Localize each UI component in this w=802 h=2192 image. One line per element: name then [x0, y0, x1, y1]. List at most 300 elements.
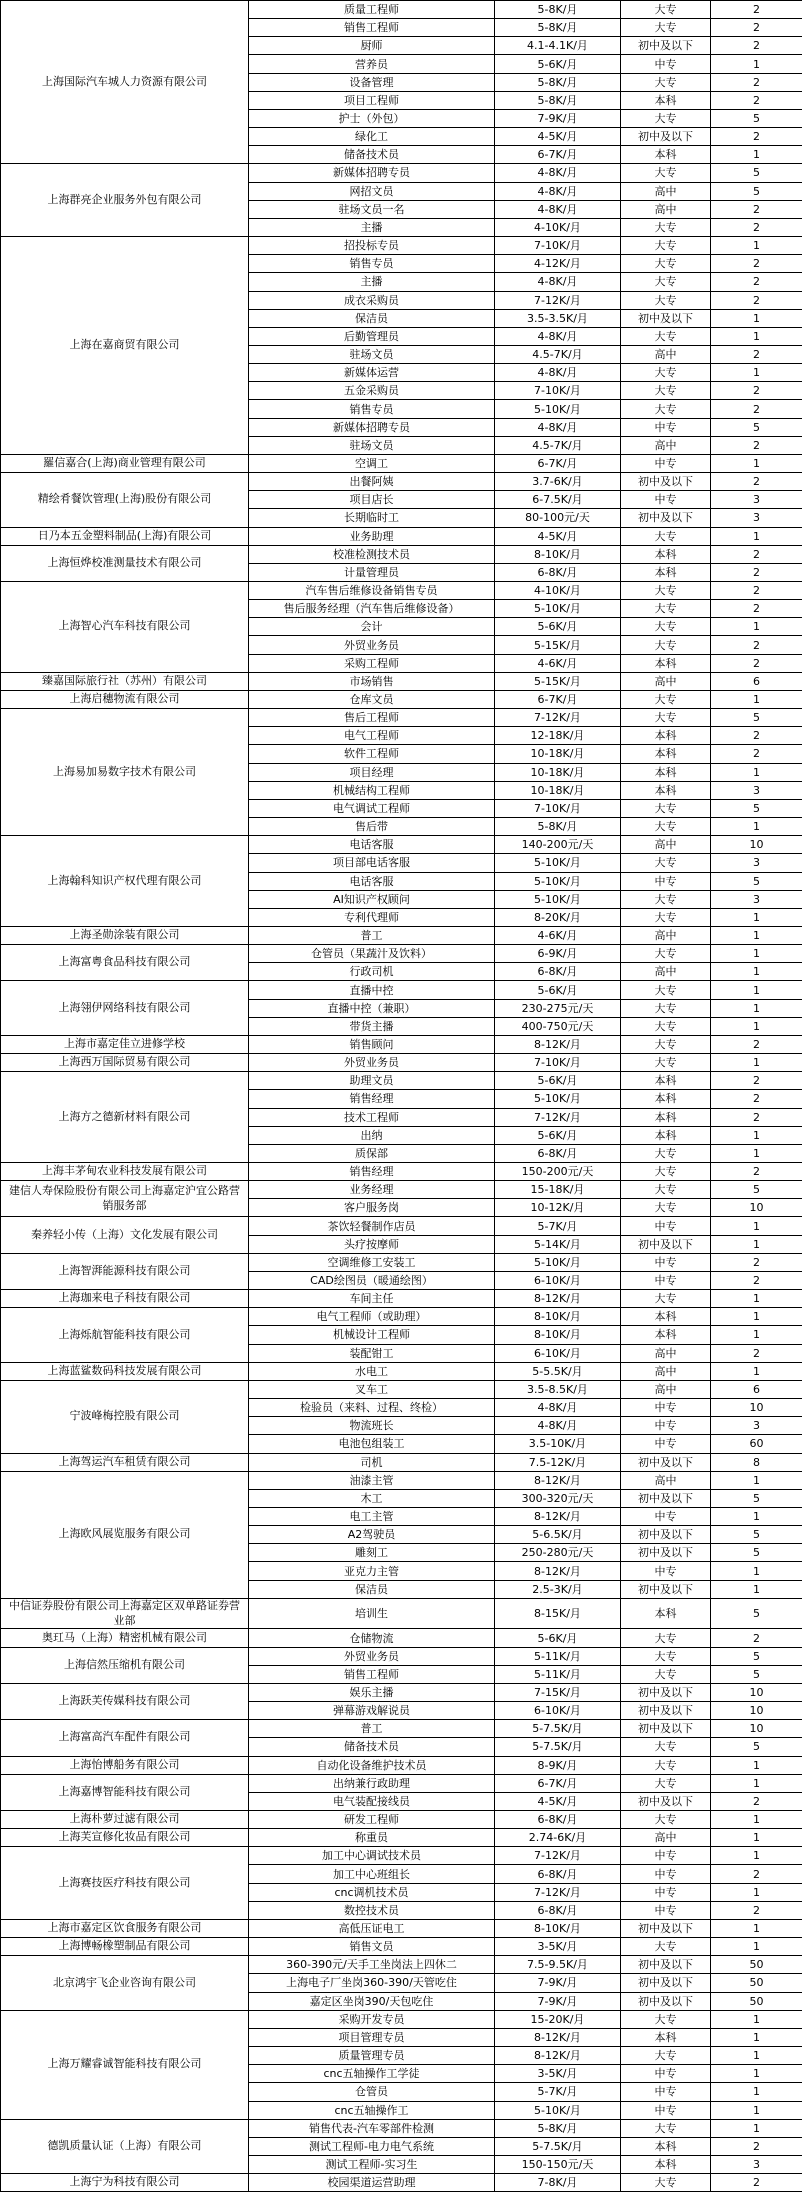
education: 高中 — [621, 436, 711, 454]
job-title: 驻场文员 — [249, 436, 495, 454]
headcount: 1 — [711, 963, 802, 981]
salary: 5-10K/月 — [495, 1253, 621, 1271]
education: 大专 — [621, 364, 711, 382]
job-title: 检验员（来料、过程、终检） — [249, 1399, 495, 1417]
company-name: 上海启穗物流有限公司 — [1, 690, 249, 708]
table-row — [1, 164, 802, 182]
job-title: 娱乐主播 — [249, 1683, 495, 1701]
job-title: 直播中控（兼职） — [249, 999, 495, 1017]
company-name: 上海群亮企业服务外包有限公司 — [1, 164, 249, 237]
headcount: 2 — [711, 563, 802, 581]
education: 本科 — [621, 727, 711, 745]
headcount: 2 — [711, 600, 802, 618]
salary: 4-8K/月 — [495, 273, 621, 291]
headcount: 5 — [711, 164, 802, 182]
education: 高中 — [621, 345, 711, 363]
education: 高中 — [621, 1362, 711, 1380]
salary: 5-10K/月 — [495, 890, 621, 908]
salary: 5-6K/月 — [495, 55, 621, 73]
salary: 5-6K/月 — [495, 981, 621, 999]
job-title: 头疗按摩师 — [249, 1235, 495, 1253]
job-title: 新媒体运营 — [249, 364, 495, 382]
headcount: 5 — [711, 1598, 802, 1629]
salary: 10-18K/月 — [495, 781, 621, 799]
education: 中专 — [621, 872, 711, 890]
job-title: 测试工程师-电力电气系统 — [249, 2137, 495, 2155]
salary: 5-5.5K/月 — [495, 1362, 621, 1380]
job-title: 机械设计工程师 — [249, 1326, 495, 1344]
table-row — [1, 1720, 802, 1738]
job-title: 上海电子厂坐岗360-390/天管吃住 — [249, 1974, 495, 1992]
salary: 3.5-3.5K/月 — [495, 309, 621, 327]
education: 大专 — [621, 1144, 711, 1162]
job-title: 主播 — [249, 218, 495, 236]
job-title: 销售专员 — [249, 400, 495, 418]
job-title: 数控技术员 — [249, 1901, 495, 1919]
headcount: 5 — [711, 1489, 802, 1507]
salary: 8-10K/月 — [495, 1308, 621, 1326]
job-title: cnc五轴操作工 — [249, 2101, 495, 2119]
headcount: 1 — [711, 237, 802, 255]
job-title: 绿化工 — [249, 128, 495, 146]
education: 中专 — [621, 418, 711, 436]
headcount: 5 — [711, 799, 802, 817]
education: 大专 — [621, 890, 711, 908]
salary: 7-15K/月 — [495, 1683, 621, 1701]
headcount: 1 — [711, 1308, 802, 1326]
education: 本科 — [621, 2028, 711, 2046]
company-name: 上海富粤食品科技有限公司 — [1, 945, 249, 981]
company-name: 上海富高汽车配件有限公司 — [1, 1720, 249, 1756]
table-row — [1, 1290, 802, 1308]
headcount: 2 — [711, 1072, 802, 1090]
job-title: 会计 — [249, 618, 495, 636]
education: 中专 — [621, 55, 711, 73]
headcount: 2 — [711, 255, 802, 273]
table-row — [1, 1163, 802, 1181]
job-title: 仓储物流 — [249, 1629, 495, 1647]
education: 初中及以下 — [621, 1992, 711, 2010]
headcount: 1 — [711, 908, 802, 926]
salary: 4-5K/月 — [495, 128, 621, 146]
salary: 2.74-6K/月 — [495, 1829, 621, 1847]
education: 大专 — [621, 1181, 711, 1199]
company-name: 精绘肴餐饮管理(上海)股份有限公司 — [1, 473, 249, 527]
headcount: 10 — [711, 1399, 802, 1417]
job-title: 出纳 — [249, 1126, 495, 1144]
education: 中专 — [621, 2083, 711, 2101]
salary: 5-7K/月 — [495, 1217, 621, 1235]
table-row — [1, 1811, 802, 1829]
company-name: 上海珈来电子科技有限公司 — [1, 1290, 249, 1308]
education: 本科 — [621, 745, 711, 763]
education: 大专 — [621, 382, 711, 400]
job-title: 驻场文员 — [249, 345, 495, 363]
salary: 4.5-7K/月 — [495, 345, 621, 363]
education: 高中 — [621, 963, 711, 981]
education: 中专 — [621, 1399, 711, 1417]
education: 大专 — [621, 1647, 711, 1665]
salary: 4-8K/月 — [495, 327, 621, 345]
salary: 7-10K/月 — [495, 382, 621, 400]
table-row — [1, 1181, 802, 1199]
job-title: 物流班长 — [249, 1417, 495, 1435]
salary: 5-8K/月 — [495, 73, 621, 91]
job-title: 叉车工 — [249, 1380, 495, 1398]
salary: 7-10K/月 — [495, 237, 621, 255]
company-name: 上海跃芙传媒科技有限公司 — [1, 1683, 249, 1719]
salary: 6-8K/月 — [495, 1144, 621, 1162]
education: 高中 — [621, 1471, 711, 1489]
salary: 150-200元/天 — [495, 1163, 621, 1181]
education: 大专 — [621, 2047, 711, 2065]
education: 初中及以下 — [621, 473, 711, 491]
headcount: 1 — [711, 1774, 802, 1792]
education: 大专 — [621, 2010, 711, 2028]
salary: 4-12K/月 — [495, 255, 621, 273]
headcount: 1 — [711, 527, 802, 545]
company-name: 中信证券股份有限公司上海嘉定区双单路证券营业部 — [1, 1598, 249, 1629]
job-title: 储备技术员 — [249, 1738, 495, 1756]
salary: 7-12K/月 — [495, 1108, 621, 1126]
headcount: 2 — [711, 473, 802, 491]
education: 初中及以下 — [621, 1453, 711, 1471]
salary: 15-20K/月 — [495, 2010, 621, 2028]
education: 初中及以下 — [621, 1235, 711, 1253]
job-title: 出纳兼行政助理 — [249, 1774, 495, 1792]
education: 大专 — [621, 1774, 711, 1792]
education: 初中及以下 — [621, 37, 711, 55]
table-row — [1, 1054, 802, 1072]
salary: 4-8K/月 — [495, 364, 621, 382]
education: 本科 — [621, 2137, 711, 2155]
company-name: 上海朴萝过滤有限公司 — [1, 1811, 249, 1829]
headcount: 2 — [711, 582, 802, 600]
education: 大专 — [621, 73, 711, 91]
job-title: 电话客服 — [249, 836, 495, 854]
job-title: 电气工程师 — [249, 727, 495, 745]
salary: 140-200元/天 — [495, 836, 621, 854]
headcount: 3 — [711, 2155, 802, 2173]
education: 初中及以下 — [621, 1702, 711, 1720]
headcount: 1 — [711, 981, 802, 999]
company-name: 上海在嘉商贸有限公司 — [1, 237, 249, 455]
table-row — [1, 1217, 802, 1235]
headcount: 1 — [711, 2119, 802, 2137]
job-title: 储备技术员 — [249, 146, 495, 164]
job-title: 业务经理 — [249, 1181, 495, 1199]
job-title: 质量管理专员 — [249, 2047, 495, 2065]
salary: 5-8K/月 — [495, 2119, 621, 2137]
headcount: 2 — [711, 1253, 802, 1271]
salary: 5-6K/月 — [495, 1072, 621, 1090]
education: 大专 — [621, 1163, 711, 1181]
education: 本科 — [621, 763, 711, 781]
education: 中专 — [621, 1562, 711, 1580]
headcount: 5 — [711, 1181, 802, 1199]
headcount: 2 — [711, 200, 802, 218]
salary: 7-9K/月 — [495, 1974, 621, 1992]
salary: 4-10K/月 — [495, 582, 621, 600]
job-title: 质量工程师 — [249, 1, 495, 19]
headcount: 2 — [711, 382, 802, 400]
headcount: 1 — [711, 364, 802, 382]
company-name: 上海翎伊网络科技有限公司 — [1, 981, 249, 1035]
salary: 5-8K/月 — [495, 19, 621, 37]
headcount: 8 — [711, 1453, 802, 1471]
job-title: 质保部 — [249, 1144, 495, 1162]
job-title: 新媒体招聘专员 — [249, 418, 495, 436]
job-title: 油漆主管 — [249, 1471, 495, 1489]
headcount: 1 — [711, 1938, 802, 1956]
job-title: 售后服务经理（汽车售后维修设备） — [249, 600, 495, 618]
salary: 5-6.5K/月 — [495, 1526, 621, 1544]
headcount: 5 — [711, 418, 802, 436]
education: 高中 — [621, 1380, 711, 1398]
education: 本科 — [621, 545, 711, 563]
table-row — [1, 1829, 802, 1847]
job-title: 亚克力主管 — [249, 1562, 495, 1580]
salary: 5-10K/月 — [495, 1090, 621, 1108]
salary: 8-12K/月 — [495, 1507, 621, 1525]
job-title: 仓管员 — [249, 2083, 495, 2101]
headcount: 2 — [711, 1, 802, 19]
job-title: 电话客服 — [249, 872, 495, 890]
salary: 5-7.5K/月 — [495, 1738, 621, 1756]
headcount: 1 — [711, 999, 802, 1017]
job-title: 客户服务岗 — [249, 1199, 495, 1217]
job-title: 空调维修工安装工 — [249, 1253, 495, 1271]
education: 大专 — [621, 1629, 711, 1647]
salary: 2.5-3K/月 — [495, 1580, 621, 1598]
job-title: 电池包组装工 — [249, 1435, 495, 1453]
job-title: 自动化设备维护技术员 — [249, 1756, 495, 1774]
headcount: 3 — [711, 509, 802, 527]
education: 大专 — [621, 237, 711, 255]
salary: 5-7.5K/月 — [495, 1720, 621, 1738]
headcount: 1 — [711, 327, 802, 345]
headcount: 1 — [711, 2065, 802, 2083]
table-row — [1, 1847, 802, 1865]
job-title: 普工 — [249, 926, 495, 944]
headcount: 1 — [711, 1811, 802, 1829]
salary: 5-6K/月 — [495, 1629, 621, 1647]
headcount: 1 — [711, 1883, 802, 1901]
education: 初中及以下 — [621, 1720, 711, 1738]
company-name: 上海芙宣修化妆品有限公司 — [1, 1829, 249, 1847]
education: 大专 — [621, 636, 711, 654]
job-table-body — [1, 1, 802, 2192]
table-row — [1, 926, 802, 944]
salary: 230-275元/天 — [495, 999, 621, 1017]
education: 中专 — [621, 491, 711, 509]
table-row — [1, 1756, 802, 1774]
salary: 4-8K/月 — [495, 200, 621, 218]
job-title: 后勤管理员 — [249, 327, 495, 345]
education: 本科 — [621, 654, 711, 672]
headcount: 1 — [711, 1919, 802, 1937]
job-title: 电气调试工程师 — [249, 799, 495, 817]
headcount: 5 — [711, 1665, 802, 1683]
company-name: 上海方之德新材料有限公司 — [1, 1072, 249, 1163]
education: 大专 — [621, 2174, 711, 2192]
education: 高中 — [621, 1829, 711, 1847]
salary: 6-7K/月 — [495, 1774, 621, 1792]
job-title: 销售经理 — [249, 1090, 495, 1108]
salary: 8-12K/月 — [495, 1562, 621, 1580]
salary: 8-10K/月 — [495, 1919, 621, 1937]
headcount: 50 — [711, 1956, 802, 1974]
education: 中专 — [621, 1271, 711, 1289]
company-name: 上海丰茅甸农业科技发展有限公司 — [1, 1163, 249, 1181]
headcount: 2 — [711, 1090, 802, 1108]
job-title: 研发工程师 — [249, 1811, 495, 1829]
table-row — [1, 473, 802, 491]
salary: 7-12K/月 — [495, 291, 621, 309]
company-name: 上海易加易数字技术有限公司 — [1, 709, 249, 836]
salary: 6-10K/月 — [495, 1344, 621, 1362]
company-name: 上海怡博船务有限公司 — [1, 1756, 249, 1774]
job-title: 弹幕游戏解说员 — [249, 1702, 495, 1720]
job-title: 采购工程师 — [249, 654, 495, 672]
salary: 5-10K/月 — [495, 600, 621, 618]
headcount: 1 — [711, 1326, 802, 1344]
salary: 5-8K/月 — [495, 91, 621, 109]
table-row — [1, 1308, 802, 1326]
table-row — [1, 1919, 802, 1937]
table-row — [1, 2119, 802, 2137]
salary: 8-12K/月 — [495, 1290, 621, 1308]
education: 大专 — [621, 527, 711, 545]
education: 大专 — [621, 582, 711, 600]
education: 中专 — [621, 1883, 711, 1901]
salary: 5-11K/月 — [495, 1665, 621, 1683]
job-title: 电气装配接线员 — [249, 1792, 495, 1810]
company-name: 上海嘉博智能科技有限公司 — [1, 1774, 249, 1810]
job-title: 销售顾问 — [249, 1035, 495, 1053]
headcount: 1 — [711, 1580, 802, 1598]
salary: 3.5-10K/月 — [495, 1435, 621, 1453]
headcount: 3 — [711, 1417, 802, 1435]
salary: 6-10K/月 — [495, 1702, 621, 1720]
table-row — [1, 709, 802, 727]
education: 大专 — [621, 854, 711, 872]
headcount: 6 — [711, 1380, 802, 1398]
education: 初中及以下 — [621, 509, 711, 527]
education: 大专 — [621, 1054, 711, 1072]
headcount: 2 — [711, 37, 802, 55]
company-name: 上海市嘉定佳立进修学校 — [1, 1035, 249, 1053]
table-row — [1, 690, 802, 708]
headcount: 2 — [711, 545, 802, 563]
job-title: 空调工 — [249, 454, 495, 472]
table-row — [1, 1471, 802, 1489]
headcount: 2 — [711, 436, 802, 454]
job-title: 项目店长 — [249, 491, 495, 509]
headcount: 1 — [711, 1144, 802, 1162]
salary: 15-18K/月 — [495, 1181, 621, 1199]
headcount: 2 — [711, 2174, 802, 2192]
headcount: 3 — [711, 491, 802, 509]
job-title: 带货主播 — [249, 1017, 495, 1035]
headcount: 5 — [711, 709, 802, 727]
table-row — [1, 582, 802, 600]
salary: 4-6K/月 — [495, 654, 621, 672]
headcount: 1 — [711, 763, 802, 781]
salary: 5-10K/月 — [495, 400, 621, 418]
salary: 4-8K/月 — [495, 1417, 621, 1435]
salary: 4-8K/月 — [495, 418, 621, 436]
education: 大专 — [621, 164, 711, 182]
headcount: 1 — [711, 2083, 802, 2101]
salary: 5-6K/月 — [495, 618, 621, 636]
headcount: 5 — [711, 109, 802, 127]
job-title: 设备管理 — [249, 73, 495, 91]
job-title: 长期临时工 — [249, 509, 495, 527]
headcount: 1 — [711, 1290, 802, 1308]
education: 初中及以下 — [621, 1489, 711, 1507]
headcount: 2 — [711, 727, 802, 745]
job-title: 加工中心调试技术员 — [249, 1847, 495, 1865]
education: 中专 — [621, 1253, 711, 1271]
job-title: 厨师 — [249, 37, 495, 55]
headcount: 1 — [711, 1126, 802, 1144]
education: 大专 — [621, 1756, 711, 1774]
table-row — [1, 1629, 802, 1647]
headcount: 2 — [711, 1629, 802, 1647]
salary: 7-8K/月 — [495, 2174, 621, 2192]
salary: 3.5-8.5K/月 — [495, 1380, 621, 1398]
job-title: 销售经理 — [249, 1163, 495, 1181]
salary: 7-9K/月 — [495, 1992, 621, 2010]
salary: 5-15K/月 — [495, 636, 621, 654]
headcount: 2 — [711, 73, 802, 91]
education: 大专 — [621, 799, 711, 817]
salary: 4-10K/月 — [495, 218, 621, 236]
job-title: 直播中控 — [249, 981, 495, 999]
company-name: 上海驾运汽车租赁有限公司 — [1, 1453, 249, 1471]
headcount: 5 — [711, 1738, 802, 1756]
job-title: 雕刻工 — [249, 1544, 495, 1562]
education: 初中及以下 — [621, 1544, 711, 1562]
education: 中专 — [621, 2101, 711, 2119]
headcount: 10 — [711, 1702, 802, 1720]
table-row — [1, 945, 802, 963]
salary: 4-5K/月 — [495, 527, 621, 545]
job-title: 销售专员 — [249, 255, 495, 273]
salary: 3.7-6K/月 — [495, 473, 621, 491]
education: 中专 — [621, 1435, 711, 1453]
job-title: AI知识产权顾问 — [249, 890, 495, 908]
headcount: 1 — [711, 2101, 802, 2119]
education: 初中及以下 — [621, 1526, 711, 1544]
education: 中专 — [621, 1865, 711, 1883]
headcount: 2 — [711, 1865, 802, 1883]
job-title: 营养员 — [249, 55, 495, 73]
education: 大专 — [621, 1017, 711, 1035]
salary: 7.5-9.5K/月 — [495, 1956, 621, 1974]
education: 初中及以下 — [621, 1580, 711, 1598]
headcount: 2 — [711, 654, 802, 672]
company-name: 上海市嘉定区饮食服务有限公司 — [1, 1919, 249, 1937]
job-title: 招投标专员 — [249, 237, 495, 255]
headcount: 2 — [711, 345, 802, 363]
salary: 8-12K/月 — [495, 2047, 621, 2065]
salary: 8-12K/月 — [495, 1035, 621, 1053]
headcount: 3 — [711, 890, 802, 908]
job-title: 仓库文员 — [249, 690, 495, 708]
headcount: 1 — [711, 454, 802, 472]
